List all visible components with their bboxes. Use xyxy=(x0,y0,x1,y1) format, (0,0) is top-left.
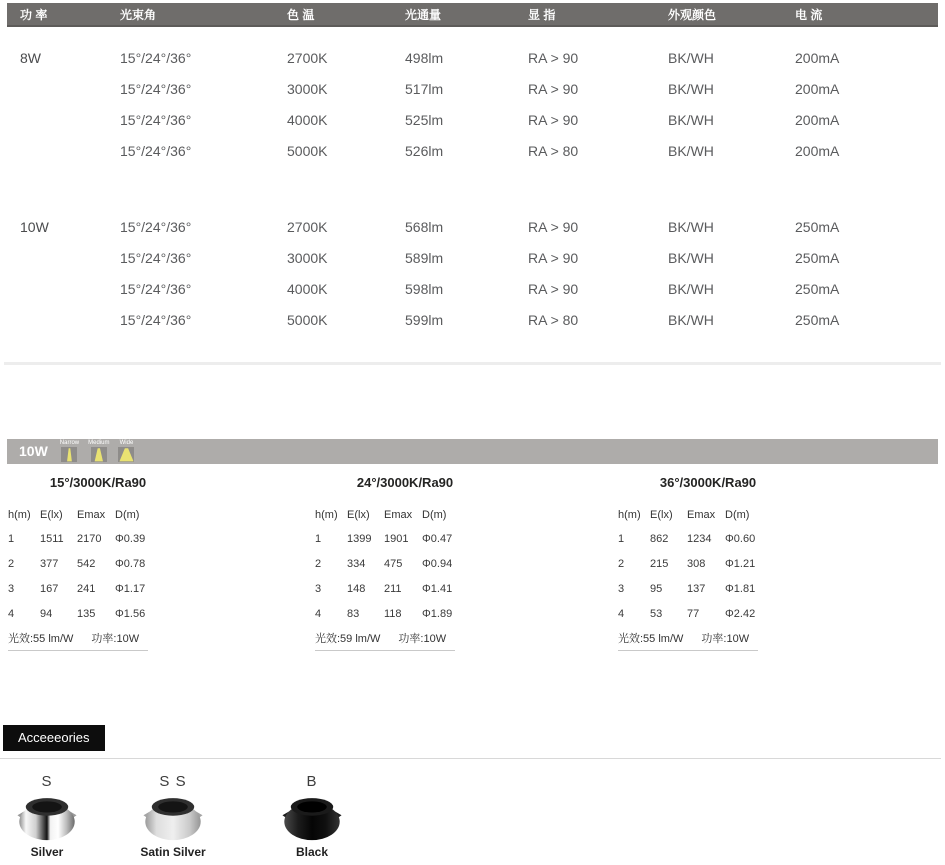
power-value: 功率:10W xyxy=(91,633,140,645)
cri-value: RA > 90 xyxy=(528,249,579,266)
flux-value: 517lm xyxy=(405,80,444,97)
spec-table-header xyxy=(7,3,938,27)
beam-item-medium xyxy=(88,440,109,462)
wide-beam-label: Wide xyxy=(119,440,134,446)
header-current: 电 流 xyxy=(795,7,823,22)
table-row: 1 1511 2170 Φ0.39 xyxy=(8,532,146,545)
header-finish: 外观颜色 xyxy=(668,7,717,22)
wide-beam-icon xyxy=(118,447,134,462)
cct-value: 3000K xyxy=(287,249,328,266)
table-row xyxy=(7,104,938,135)
cct-value: 5000K xyxy=(287,142,328,159)
current-value: 200mA xyxy=(795,142,840,159)
header-cct: 色 温 xyxy=(287,7,315,22)
beam-value: 15°/24°/36° xyxy=(120,49,192,66)
accessory-code: B xyxy=(306,773,318,790)
cri-value: RA > 90 xyxy=(528,218,579,235)
current-value: 250mA xyxy=(795,249,840,266)
narrow-beam-label: Narrow xyxy=(59,440,80,446)
efficacy-value: 光效:55 lm/W xyxy=(618,633,684,645)
accessories-items xyxy=(0,772,945,859)
power-band-label: 10W xyxy=(19,443,48,459)
spec-table xyxy=(0,3,945,335)
beam-value: 15°/24°/36° xyxy=(120,218,192,235)
accessory-name: Silver xyxy=(30,845,64,859)
beam-value: 15°/24°/36° xyxy=(120,311,192,328)
accessory-code: S xyxy=(41,773,53,790)
photometric-table-36deg xyxy=(618,475,798,651)
current-value: 250mA xyxy=(795,280,840,297)
section-divider xyxy=(4,362,941,365)
table-row: 3 167 241 Φ1.17 xyxy=(8,582,146,595)
accessory-black xyxy=(265,772,359,859)
accessories-label: Acceeeories xyxy=(3,725,105,751)
cri-value: RA > 90 xyxy=(528,111,579,128)
flux-value: 498lm xyxy=(405,49,444,66)
power-value: 功率:10W xyxy=(398,633,447,645)
flux-value: 568lm xyxy=(405,218,444,235)
beam-icons xyxy=(60,440,135,464)
accessory-silver xyxy=(0,772,94,859)
table-row xyxy=(7,304,938,335)
efficacy-value: 光效:59 lm/W xyxy=(315,633,381,645)
spec-group-8w xyxy=(7,42,938,166)
power-band xyxy=(7,439,938,464)
cri-value: RA > 90 xyxy=(528,80,579,97)
table-row xyxy=(7,211,938,242)
accessory-name: Satin Silver xyxy=(140,845,206,859)
table-row: 4 83 118 Φ1.89 xyxy=(315,607,453,620)
photometric-table-15deg xyxy=(8,475,315,651)
power-value: 功率:10W xyxy=(701,633,750,645)
table-footer xyxy=(8,630,148,651)
header-cri: 显 指 xyxy=(528,7,556,22)
beam-value: 15°/24°/36° xyxy=(120,111,192,128)
current-value: 250mA xyxy=(795,311,840,328)
power-value: 10W xyxy=(20,218,49,235)
table-row: 4 94 135 Φ1.56 xyxy=(8,607,146,620)
table-row: 3 148 211 Φ1.41 xyxy=(315,582,453,595)
table-row: 2 377 542 Φ0.78 xyxy=(8,557,146,570)
current-value: 200mA xyxy=(795,111,840,128)
power-value: 8W xyxy=(20,49,41,66)
cri-value: RA > 90 xyxy=(528,49,579,66)
table-row xyxy=(7,73,938,104)
table-row: 2 215 308 Φ1.21 xyxy=(618,557,756,570)
table-row: 1 862 1234 Φ0.60 xyxy=(618,532,756,545)
current-value: 200mA xyxy=(795,49,840,66)
table-row xyxy=(7,242,938,273)
table-title: 24°/3000K/Ra90 xyxy=(356,475,454,490)
satin-silver-ring-image xyxy=(141,794,205,842)
beam-item-narrow xyxy=(60,440,79,462)
beam-value: 15°/24°/36° xyxy=(120,142,192,159)
table-row xyxy=(7,273,938,304)
table-header-row: h(m) E(lx) Emax D(m) xyxy=(8,509,140,521)
cct-value: 3000K xyxy=(287,80,328,97)
cct-value: 4000K xyxy=(287,111,328,128)
finish-value: BK/WH xyxy=(668,80,714,97)
finish-value: BK/WH xyxy=(668,142,714,159)
cct-value: 2700K xyxy=(287,49,328,66)
spec-group-10w xyxy=(7,211,938,335)
finish-value: BK/WH xyxy=(668,111,714,128)
table-title: 36°/3000K/Ra90 xyxy=(659,475,757,490)
table-row: 3 95 137 Φ1.81 xyxy=(618,582,756,595)
current-value: 250mA xyxy=(795,218,840,235)
header-beam-angle: 光束角 xyxy=(120,7,157,22)
silver-ring-image xyxy=(15,794,79,842)
datasheet-page xyxy=(0,3,945,859)
flux-value: 599lm xyxy=(405,311,444,328)
beam-value: 15°/24°/36° xyxy=(120,80,192,97)
accessories-section xyxy=(0,651,945,859)
table-title: 15°/3000K/Ra90 xyxy=(49,475,147,490)
flux-value: 525lm xyxy=(405,111,444,128)
medium-beam-label: Medium xyxy=(88,440,110,446)
medium-beam-icon xyxy=(91,447,107,462)
accessories-divider xyxy=(0,758,941,759)
table-header-row: h(m) E(lx) Emax D(m) xyxy=(618,509,750,521)
current-value: 200mA xyxy=(795,80,840,97)
finish-value: BK/WH xyxy=(668,249,714,266)
photometric-table-24deg xyxy=(315,475,618,651)
photometric-tables xyxy=(8,475,945,651)
narrow-beam-icon xyxy=(61,447,77,462)
finish-value: BK/WH xyxy=(668,49,714,66)
finish-value: BK/WH xyxy=(668,218,714,235)
header-power: 功 率 xyxy=(20,7,48,22)
accessory-satin-silver xyxy=(123,772,223,859)
beam-value: 15°/24°/36° xyxy=(120,249,192,266)
table-row: 4 53 77 Φ2.42 xyxy=(618,607,756,620)
flux-value: 526lm xyxy=(405,142,444,159)
accessory-name: Black xyxy=(295,845,329,859)
black-ring-image xyxy=(280,794,344,842)
efficacy-value: 光效:55 lm/W xyxy=(8,633,74,645)
finish-value: BK/WH xyxy=(668,311,714,328)
cri-value: RA > 80 xyxy=(528,142,579,159)
table-row xyxy=(7,135,938,166)
beam-value: 15°/24°/36° xyxy=(120,280,192,297)
accessory-code: S S xyxy=(159,773,187,790)
beam-item-wide xyxy=(118,440,134,462)
header-flux: 光通量 xyxy=(405,7,442,22)
cct-value: 2700K xyxy=(287,218,328,235)
table-row xyxy=(7,42,938,73)
cct-value: 5000K xyxy=(287,311,328,328)
table-footer xyxy=(315,630,455,651)
flux-value: 589lm xyxy=(405,249,444,266)
table-footer xyxy=(618,630,758,651)
cri-value: RA > 80 xyxy=(528,311,579,328)
table-header-row: h(m) E(lx) Emax D(m) xyxy=(315,509,447,521)
table-row: 1 1399 1901 Φ0.47 xyxy=(315,532,453,545)
cri-value: RA > 90 xyxy=(528,280,579,297)
finish-value: BK/WH xyxy=(668,280,714,297)
table-row: 2 334 475 Φ0.94 xyxy=(315,557,453,570)
photometric-section xyxy=(0,439,945,651)
cct-value: 4000K xyxy=(287,280,328,297)
flux-value: 598lm xyxy=(405,280,444,297)
